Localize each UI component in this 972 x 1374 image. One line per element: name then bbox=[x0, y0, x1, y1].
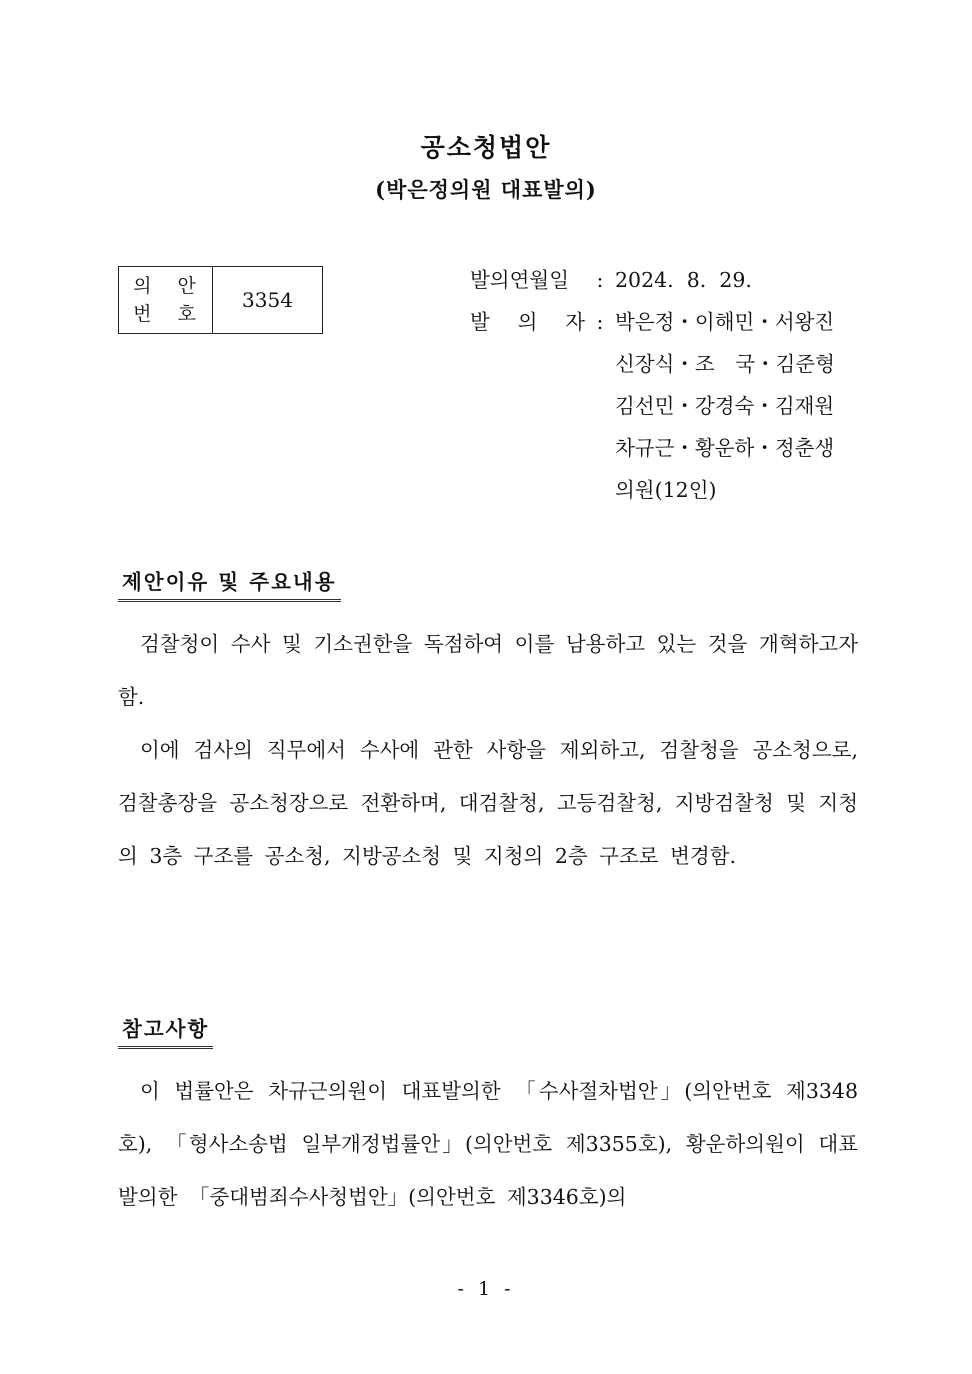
proposer-line: 김선민・강경숙・김재원 bbox=[615, 394, 835, 418]
section-heading-reference: 참고사항 bbox=[118, 1012, 213, 1049]
proposer-line: 의원(12인) bbox=[615, 478, 717, 502]
body-paragraph: 검찰청이 수사 및 기소권한을 독점하여 이를 남용하고 있는 것을 개혁하고자 함. bbox=[118, 632, 858, 709]
proposal-date-value: 2024. 8. 29. bbox=[615, 268, 752, 292]
bill-number-value: 3354 bbox=[242, 288, 293, 312]
proposal-date-separator: : bbox=[596, 268, 604, 292]
page-number: - 1 - bbox=[457, 1278, 515, 1300]
section-body-reason bbox=[118, 618, 858, 883]
proposer-line: 차규근・황운하・정춘생 bbox=[615, 436, 835, 460]
bill-number-label bbox=[119, 267, 213, 333]
proposal-date-label: 발의연월일 bbox=[470, 268, 570, 292]
proposer-label: 발 의 자 bbox=[470, 310, 585, 334]
document-title: 공소청법안 bbox=[420, 133, 552, 162]
document-subtitle: (박은정의원 대표발의) bbox=[375, 177, 597, 202]
proposal-meta bbox=[470, 262, 890, 514]
bill-number-box bbox=[118, 266, 323, 334]
body-paragraph: 이에 검사의 직무에서 수사에 관한 사항을 제외하고, 검찰청을 공소청으로, 검찰총장을 공소청장으로 전환하며, 대검찰청, 고등검찰청, 지방검찰청 및 지청의 3층 구조를 공소청, 지방공소청 및 지청의 2층 구조로 변경함. bbox=[118, 738, 858, 868]
bill-number-label-line1: 의 안 bbox=[133, 275, 206, 297]
proposer-line: 신장식・조 국・김준형 bbox=[615, 352, 835, 376]
section-body-reference bbox=[118, 1065, 858, 1224]
bill-number-label-line2: 번 호 bbox=[133, 303, 206, 325]
proposer-row bbox=[470, 304, 890, 346]
section-heading-reason: 제안이유 및 주요내용 bbox=[118, 565, 341, 602]
proposer-line: 박은정・이해민・서왕진 bbox=[615, 310, 835, 334]
proposer-separator: : bbox=[596, 310, 604, 334]
body-paragraph: 이 법률안은 차규근의원이 대표발의한 「수사절차법안」(의안번호 제3348호), 「형사소송법 일부개정법률안」(의안번호 제3355호), 황운하의원이 대표발의한 「중대범죄수사청법안」(의안번호 제3346호)의 bbox=[118, 1079, 858, 1209]
proposal-date-row bbox=[470, 262, 890, 304]
